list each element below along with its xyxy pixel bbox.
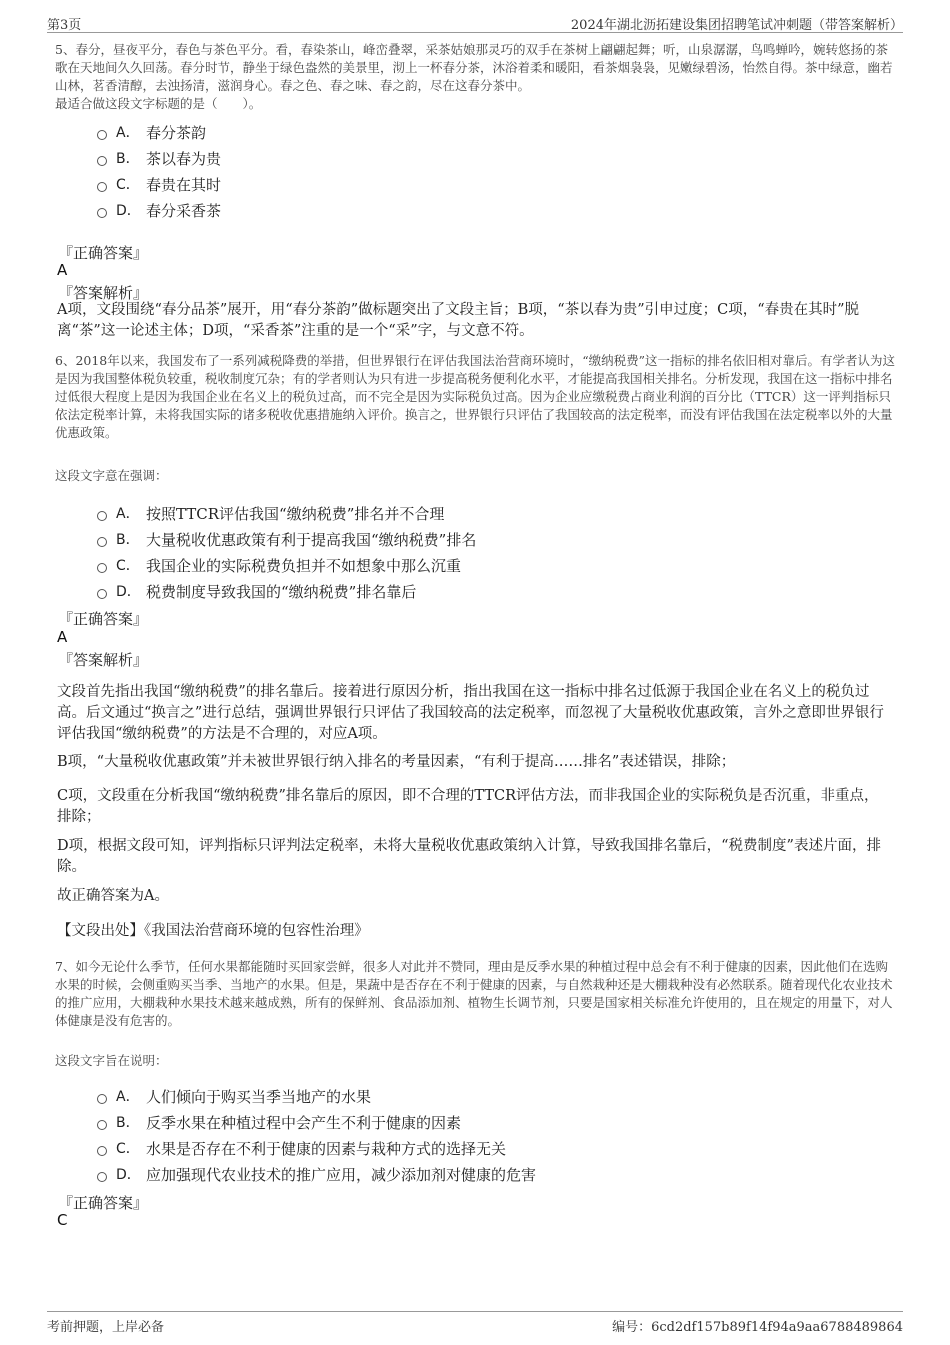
question-6-prompt: 这段文字意在强调： xyxy=(55,468,168,483)
option-b[interactable]: B． 大量税收优惠政策有利于提高我国“缴纳税费”排名 xyxy=(97,526,476,552)
radio-icon[interactable] xyxy=(97,182,107,192)
radio-icon[interactable] xyxy=(97,1094,107,1104)
option-d[interactable]: D． 春分采香茶 xyxy=(97,197,221,223)
analysis-paragraph: D项，根据文段可知，评判指标只评判法定税率，未将大量税收优惠政策纳入计算，导致我国排名靠后，“税费制度”表述片面，排除。 xyxy=(57,838,881,875)
option-b[interactable]: B． 茶以春为贵 xyxy=(97,145,221,171)
footer-slogan: 考前押题，上岸必备 xyxy=(47,1320,165,1335)
radio-icon[interactable] xyxy=(97,156,107,166)
question-7-text: 7、如今无论什么季节，任何水果都能随时买回家尝鲜，很多人对此并不赞同，理由是反季水果的种植过程中总会有不利于健康的因素，因此他们在选购水果的时候，会侧重购买当季、当地产的水果。但是，果蔬中是否存在不利于健康的因素，与自然栽种还是大棚栽种没有必然联系。随着现代化农业技术的推广应用，大棚栽种水果技术越来越成熟，所有的保鲜剂、食品添加剂、植物生长调节剂，只要是国家相关标准允许使用的，且在规定的用量下，对人体健康是没有危害的。 xyxy=(55,959,893,1028)
option-d[interactable]: D． 应加强现代农业技术的推广应用，减少添加剂对健康的危害 xyxy=(97,1161,536,1187)
radio-icon[interactable] xyxy=(97,511,107,521)
analysis-text: A项，文段围绕“春分品茶”展开，用“春分茶韵”做标题突出了文段主旨；B项，“茶以春为贵”引申过度；C项，“春贵在其时”脱离“茶”这一论述主体；D项，“采香茶”注重的是一个“采”字，与文意不符。 xyxy=(57,302,860,339)
correct-answer-value: A xyxy=(57,628,68,646)
question-5-prompt: 最适合做这段文字标题的是（ ）。 xyxy=(55,96,262,111)
document-title: 2024年湖北沥拓建设集团招聘笔试冲刺题（带答案解析） xyxy=(570,18,903,33)
radio-icon[interactable] xyxy=(97,208,107,218)
radio-icon[interactable] xyxy=(97,1120,107,1130)
option-c[interactable]: C． 水果是否存在不利于健康的因素与栽种方式的选择无关 xyxy=(97,1135,536,1161)
analysis-paragraph: C项，文段重在分析我国“缴纳税费”排名靠后的原因，即不合理的TTCR评估方法，而非我国企业的实际税负是否沉重，非重点，排除； xyxy=(57,788,879,825)
correct-answer-label: 『正确答案』 xyxy=(58,1194,149,1212)
radio-icon[interactable] xyxy=(97,130,107,140)
correct-answer-label: 『正确答案』 xyxy=(58,610,149,628)
document-id: 编号：6cd2df157b89f14f94a9aa6788489864 xyxy=(612,1320,903,1335)
page-number: 第3页 xyxy=(47,18,82,33)
option-b[interactable]: B． 反季水果在种植过程中会产生不利于健康的因素 xyxy=(97,1109,536,1135)
question-7-prompt: 这段文字旨在说明： xyxy=(55,1053,168,1068)
option-a[interactable]: A． 按照TTCR评估我国“缴纳税费”排名并不合理 xyxy=(97,500,476,526)
question-7-options xyxy=(97,1083,536,1187)
correct-answer-label: 『正确答案』 xyxy=(58,244,149,262)
question-5-text: 5、春分，昼夜平分，春色与茶色平分。看，春染茶山，峰峦叠翠，采茶姑娘那灵巧的双手在茶树上翩翩起舞；听，山泉潺潺，鸟鸣蝉吟，婉转悠扬的茶歌在天地间久久回荡。春分时节，静坐于绿色盎然的美景里，沏上一杯春分茶，沐浴着柔和暖阳，看茶烟袅袅，见嫩绿碧汤，怡然自得。茶中绿意，幽若山林，茗香清醇，去浊扬清，滋润身心。春之色、春之味、春之韵，尽在这春分茶中。 xyxy=(55,42,893,93)
analysis-paragraph: B项，“大量税收优惠政策”并未被世界银行纳入排名的考量因素，“有利于提高……排名”表述错误，排除； xyxy=(57,754,736,770)
correct-answer-value: A xyxy=(57,261,68,279)
question-6-text: 6、2018年以来，我国发布了一系列减税降费的举措，但世界银行在评估我国法治营商环境时，“缴纳税费”这一指标的排名依旧相对靠后。有学者认为这是因为我国整体税负较重，税收制度冗杂；有的学者则认为只有进一步提高税务便利化水平，才能提高我国相关排名。分析发现，我国在这一指标中排名过低很大程度上是因为我国企业在名义上的税负过高，而不完全是因为实际税负过高。因为企业应缴税费占商业利润的百分比（TTCR）这一评判指标只依法定税率计算，未将我国实际的诸多税收优惠措施纳入评价。换言之，世界银行只评估了我国较高的法定税率，而没有评估我国在法定税率以外的大量优惠政策。 xyxy=(55,353,896,440)
radio-icon[interactable] xyxy=(97,563,107,573)
option-a[interactable]: A． 春分茶韵 xyxy=(97,119,221,145)
analysis-label: 『答案解析』 xyxy=(58,651,149,669)
question-5 xyxy=(55,41,900,113)
option-c[interactable]: C． 春贵在其时 xyxy=(97,171,221,197)
correct-answer-value: C xyxy=(57,1211,68,1229)
option-a[interactable]: A． 人们倾向于购买当季当地产的水果 xyxy=(97,1083,536,1109)
radio-icon[interactable] xyxy=(97,589,107,599)
analysis-label: 『答案解析』 xyxy=(58,284,149,302)
analysis-paragraph: 文段首先指出我国“缴纳税费”的排名靠后。接着进行原因分析，指出我国在这一指标中排名过低源于我国企业在名义上的税负过高。后文通过“换言之”进行总结，强调世界银行只评估了我国较高的法定税率，而忽视了大量税收优惠政策，言外之意即世界银行评估我国“缴纳税费”的方法是不合理的，对应A项。 xyxy=(57,684,884,742)
radio-icon[interactable] xyxy=(97,1172,107,1182)
question-7 xyxy=(55,958,900,1030)
source-citation: 【文段出处】《我国法治营商环境的包容性治理》 xyxy=(57,923,369,939)
page-footer xyxy=(47,1311,903,1336)
radio-icon[interactable] xyxy=(97,1146,107,1156)
question-6 xyxy=(55,352,900,442)
analysis-paragraph: 故正确答案为A。 xyxy=(57,888,169,904)
question-6-options xyxy=(97,500,476,604)
option-d[interactable]: D． 税费制度导致我国的“缴纳税费”排名靠后 xyxy=(97,578,476,604)
question-5-options xyxy=(97,119,221,223)
page-header xyxy=(47,10,903,33)
option-c[interactable]: C． 我国企业的实际税费负担并不如想象中那么沉重 xyxy=(97,552,476,578)
radio-icon[interactable] xyxy=(97,537,107,547)
